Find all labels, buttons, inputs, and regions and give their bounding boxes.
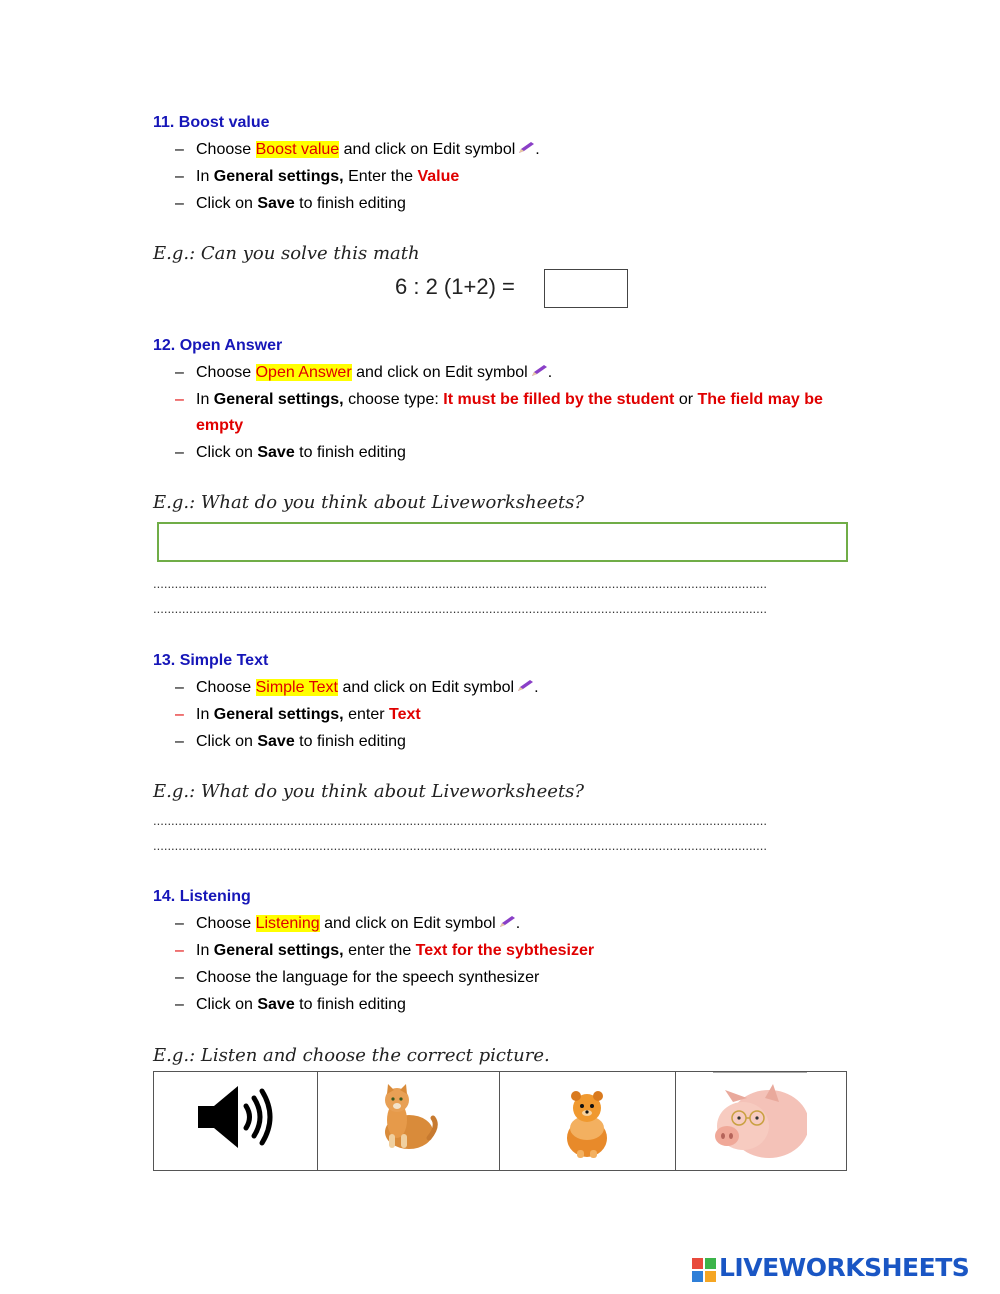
liveworksheets-logo — [692, 1253, 992, 1286]
dog-cell[interactable] — [499, 1072, 676, 1170]
pencil-icon — [530, 364, 548, 378]
bullet-choose-listening: – Choose Listening and click on Edit symbol . — [175, 915, 521, 932]
speaker-icon[interactable] — [196, 1084, 274, 1150]
pencil-icon — [516, 679, 534, 693]
logo-text: LIVEWORKSHEETS — [719, 1253, 970, 1282]
bullet-choose-boost: – Choose Boost value and click on Edit symbol . — [175, 141, 540, 158]
bullet-choose-simple-text: – Choose Simple Text and click on Edit symbol . — [175, 679, 539, 696]
cat-image[interactable] — [379, 1082, 439, 1152]
bullet-choose-language: – Choose the language for the speech synthesizer — [175, 969, 540, 986]
example-open-answer: E.g.: What do you think about Liveworksheets? — [153, 492, 585, 513]
dog-image[interactable] — [563, 1088, 611, 1160]
bullet-choose-open-answer: – Choose Open Answer and click on Edit symbol . — [175, 364, 553, 381]
bullet-general-settings-value: – In General settings, Enter the Value — [175, 168, 460, 185]
pencil-icon — [517, 141, 535, 155]
section-heading-open-answer: 12. Open Answer — [153, 337, 283, 354]
math-answer-box[interactable] — [544, 269, 628, 308]
section-heading-listening: 14. Listening — [153, 888, 251, 905]
logo-blocks-icon — [692, 1258, 716, 1282]
open-answer-field[interactable] — [157, 522, 848, 562]
section-heading-boost-value: 11. Boost value — [153, 114, 270, 131]
example-listening: E.g.: Listen and choose the correct picture. — [153, 1045, 550, 1066]
cat-cell[interactable] — [317, 1072, 500, 1170]
math-equation: 6 : 2 (1+2) = — [395, 274, 515, 299]
bullet-save: – Click on Save to finish editing — [175, 195, 406, 212]
dotted-line: .......................................................................................................................................................................... — [153, 577, 768, 591]
section-heading-simple-text: 13. Simple Text — [153, 652, 269, 669]
dotted-line: .......................................................................................................................................................................... — [153, 602, 768, 616]
bullet-save: – Click on Save to finish editing — [175, 996, 406, 1013]
bullet-general-settings-type-cont: empty — [196, 417, 244, 434]
bullet-save: – Click on Save to finish editing — [175, 444, 406, 461]
picture-choice-table — [153, 1071, 847, 1171]
dotted-line: .......................................................................................................................................................................... — [153, 814, 768, 828]
dotted-line: .......................................................................................................................................................................... — [153, 839, 768, 853]
example-math: E.g.: Can you solve this math — [153, 243, 420, 264]
pig-image[interactable] — [713, 1072, 807, 1168]
bullet-general-settings-text: – In General settings, enter Text — [175, 706, 421, 723]
speaker-cell[interactable] — [154, 1072, 318, 1170]
bullet-general-settings-synth: – In General settings, enter the Text for the sybthesizer — [175, 942, 595, 959]
bullet-general-settings-type: – In General settings, choose type: It must be filled by the student or The field may be — [175, 391, 823, 408]
example-simple-text: E.g.: What do you think about Liveworksheets? — [153, 781, 585, 802]
pig-cell[interactable] — [675, 1072, 845, 1170]
pencil-icon — [498, 915, 516, 929]
bullet-save: – Click on Save to finish editing — [175, 733, 406, 750]
